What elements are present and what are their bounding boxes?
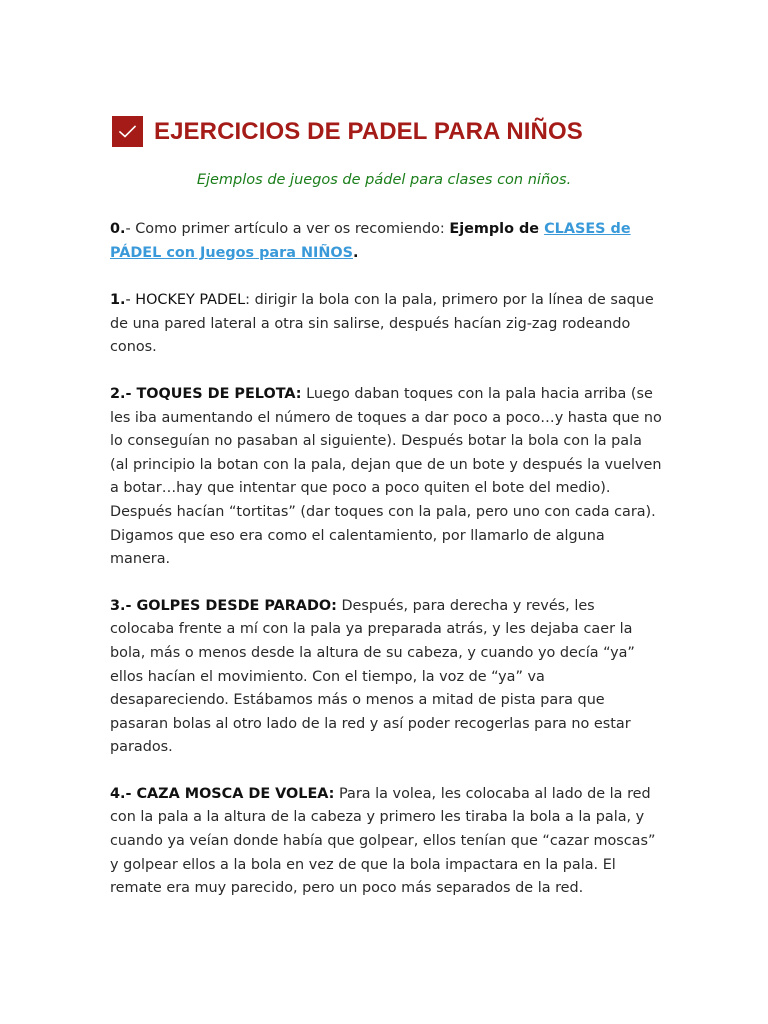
section-paragraph-2 [110,383,662,572]
intro-text: - Como primer artículo a ver os recomiendo: [125,221,450,237]
section-number: 2. [110,385,126,402]
article-body [110,218,662,924]
section-body: Después, para derecha y revés, les colocaba frente a mí con la pala ya preparada atrás, y les dejaba caer la bola, más o menos desde la altura de su cabeza, y cuando yo decía “ya” ellos hacían el movimiento. Con el tiempo, la voz de “ya” va desapareciendo. Estábamos más o menos a mitad de pista para que pasaran bolas al otro lado de la red y así poder recogerlas para no estar parados. [110,597,635,756]
intro-number: 0. [110,221,126,237]
checkmark-icon [112,116,143,147]
section-heading: - GOLPES DESDE PARADO: [125,597,337,614]
section-body: Para la volea, les colocaba al lado de la red con la pala a la altura de la cabeza y primero les tiraba la bola a la pala, y cuando ya veían donde había que golpear, ellos tenían que “cazar moscas” y golpear ellos a la bola en vez de que la bola impactara en la pala. El remate era muy parecido, pero un poco más separados de la red. [110,785,656,897]
intro-bold-text: Ejemplo de [449,221,545,237]
section-body: Luego daban toques con la pala hacia arriba (se les iba aumentando el número de toques a dar poco a poco…y hasta que no lo conseguían no pasaban al siguiente). Después botar la bola con la pala (al principio la botan con la pala, dejan que de un bote y después la vuelven a botar…hay que intentar que poco a poco quiten el bote del medio). Después hacían “tortitas” (dar toques con la pala, pero uno con cada cara). Digamos que eso era como el calentamiento, por llamarlo de alguna manera. [110,385,662,568]
intro-end: . [352,244,359,261]
section-heading: - HOCKEY PADEL [125,292,246,309]
section-paragraph-3 [110,595,662,760]
section-paragraph-4 [110,783,662,901]
clases-padel-link[interactable]: CLASES de PÁDEL con Juegos para NIÑOS [110,221,631,261]
section-number: 1. [110,292,126,309]
intro-paragraph [110,218,662,265]
section-paragraph-1 [110,289,662,360]
page-subtitle: Ejemplos de juegos de pádel para clases con niños. [196,172,572,188]
section-heading: - CAZA MOSCA DE VOLEA: [125,785,335,802]
section-number: 3. [110,597,126,614]
section-body: : dirigir la bola con la pala, primero por la línea de saque de una pared lateral a otra sin salirse, después hacían zig-zag rodeando conos. [110,292,654,356]
section-number: 4. [110,785,126,802]
section-heading: - TOQUES DE PELOTA: [125,385,302,402]
title-row [112,116,583,147]
page-title: EJERCICIOS DE PADEL PARA NIÑOS [154,117,583,145]
